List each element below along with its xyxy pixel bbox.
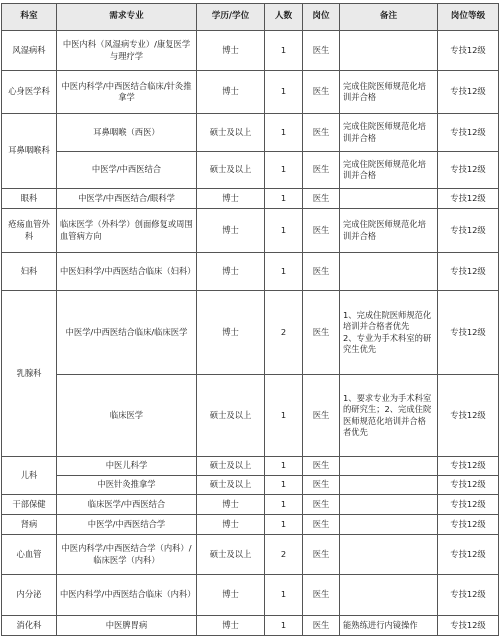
cell-note: 完成住院医师规范化培训并合格 [340,114,438,152]
table-row [2,209,499,253]
cell-post: 医生 [303,209,340,253]
table-row [2,457,499,476]
cell-major: 中医针灸推拿学 [57,476,197,495]
cell-post: 医生 [303,375,340,457]
cell-dept: 妇科 [2,253,57,291]
cell-count: 1 [265,515,303,535]
cell-note: 完成住院医师规范化培训并合格 [340,209,438,253]
cell-level: 专技12级 [438,31,499,71]
table-row [2,375,499,457]
cell-count: 2 [265,291,303,375]
cell-level: 专技12级 [438,375,499,457]
header-post: 岗位 [303,4,340,31]
cell-edu: 博士 [197,209,265,253]
cell-note [340,189,438,209]
table-row [2,71,499,114]
cell-count: 1 [265,209,303,253]
cell-post: 医生 [303,515,340,535]
cell-count: 1 [265,31,303,71]
cell-count: 1 [265,114,303,152]
cell-level: 专技12级 [438,253,499,291]
cell-count: 1 [265,375,303,457]
header-major: 需求专业 [57,4,197,31]
cell-post: 医生 [303,476,340,495]
cell-post: 医生 [303,535,340,575]
cell-major: 中医学/中西医结合/眼科学 [57,189,197,209]
cell-note: 1、要求专业为手术科室的研究生；2、完成住院医师规范化培训并合格者优先 [340,375,438,457]
cell-edu: 博士 [197,495,265,515]
cell-count: 1 [265,152,303,189]
cell-post: 医生 [303,253,340,291]
cell-dept: 肾病 [2,515,57,535]
table-row [2,114,499,152]
cell-post: 医生 [303,189,340,209]
header-note: 备注 [340,4,438,31]
cell-major: 中医内科学/中西医结合临床/针灸推拿学 [57,71,197,114]
cell-major: 耳鼻咽喉（西医） [57,114,197,152]
cell-dept: 乳腺科 [2,291,57,457]
cell-edu: 硕士及以上 [197,476,265,495]
cell-level: 专技12级 [438,457,499,476]
cell-dept: 内分泌 [2,575,57,616]
cell-level: 专技12级 [438,189,499,209]
cell-level: 专技12级 [438,71,499,114]
cell-dept: 消化科 [2,616,57,636]
cell-count: 2 [265,535,303,575]
cell-edu: 硕士及以上 [197,375,265,457]
cell-edu: 硕士及以上 [197,114,265,152]
cell-major: 中医学/中西医结合临床/临床医学 [57,291,197,375]
header-edu: 学历/学位 [197,4,265,31]
cell-count: 1 [265,616,303,636]
cell-dept: 心身医学科 [2,71,57,114]
cell-post: 医生 [303,495,340,515]
cell-major: 临床医学 [57,375,197,457]
cell-post: 医生 [303,291,340,375]
cell-major: 中医内科学/中西医结合学（内科）/临床医学（内科） [57,535,197,575]
cell-level: 专技12级 [438,476,499,495]
cell-note [340,457,438,476]
table-row [2,291,499,375]
cell-dept: 儿科 [2,457,57,495]
cell-post: 医生 [303,616,340,636]
recruitment-table [1,3,499,636]
header-level: 岗位等级 [438,4,499,31]
cell-note: 能熟练进行内镜操作 [340,616,438,636]
cell-dept: 干部保健 [2,495,57,515]
cell-major: 中医内科学/中西医结合临床（内科） [57,575,197,616]
cell-dept: 风湿病科 [2,31,57,71]
cell-edu: 硕士及以上 [197,535,265,575]
cell-count: 1 [265,71,303,114]
cell-post: 医生 [303,457,340,476]
cell-post: 医生 [303,152,340,189]
header-dept: 科室 [2,4,57,31]
cell-note: 完成住院医师规范化培训并合格 [340,152,438,189]
table-row [2,616,499,636]
cell-post: 医生 [303,114,340,152]
cell-level: 专技12级 [438,291,499,375]
cell-count: 1 [265,575,303,616]
cell-count: 1 [265,189,303,209]
table-row [2,515,499,535]
cell-post: 医生 [303,575,340,616]
cell-level: 专技12级 [438,515,499,535]
cell-edu: 博士 [197,253,265,291]
header-count: 人数 [265,4,303,31]
cell-level: 专技12级 [438,152,499,189]
cell-count: 1 [265,457,303,476]
cell-post: 医生 [303,31,340,71]
table-row [2,535,499,575]
cell-post: 医生 [303,71,340,114]
cell-major: 中医脾胃病 [57,616,197,636]
cell-note [340,476,438,495]
table-row [2,31,499,71]
cell-dept: 疮疡血管外科 [2,209,57,253]
cell-note: 完成住院医师规范化培训并合格 [340,71,438,114]
cell-edu: 博士 [197,515,265,535]
cell-major: 临床医学/中西医结合 [57,495,197,515]
cell-count: 1 [265,253,303,291]
cell-level: 专技12级 [438,495,499,515]
cell-major: 中医内科（风湿病专业）/康复医学与理疗学 [57,31,197,71]
cell-edu: 博士 [197,575,265,616]
table-row [2,575,499,616]
cell-note [340,253,438,291]
cell-major: 中医儿科学 [57,457,197,476]
table-row [2,495,499,515]
cell-note [340,535,438,575]
cell-major: 中医学/中西医结合学 [57,515,197,535]
cell-note [340,515,438,535]
cell-count: 1 [265,476,303,495]
table-row [2,152,499,189]
cell-count: 1 [265,495,303,515]
cell-level: 专技12级 [438,616,499,636]
cell-note: 1、完成住院医师规范化培训并合格者优先 2、专业为手术科室的研究生优先 [340,291,438,375]
header-row [2,4,499,31]
cell-major: 中医妇科学/中西医结合临床（妇科） [57,253,197,291]
cell-major: 中医学/中西医结合 [57,152,197,189]
cell-major: 临床医学（外科学）创面修复或周围血管病方向 [57,209,197,253]
cell-edu: 博士 [197,31,265,71]
cell-level: 专技12级 [438,535,499,575]
cell-note [340,495,438,515]
cell-dept: 心血管 [2,535,57,575]
cell-dept: 眼科 [2,189,57,209]
cell-edu: 博士 [197,291,265,375]
table-row [2,476,499,495]
cell-level: 专技12级 [438,209,499,253]
cell-edu: 博士 [197,189,265,209]
table-row [2,189,499,209]
cell-level: 专技12级 [438,575,499,616]
cell-level: 专技12级 [438,114,499,152]
table-row [2,253,499,291]
cell-note [340,31,438,71]
cell-edu: 博士 [197,71,265,114]
cell-dept: 耳鼻咽喉科 [2,114,57,189]
cell-edu: 硕士及以上 [197,457,265,476]
cell-note [340,575,438,616]
cell-edu: 博士 [197,616,265,636]
cell-edu: 硕士及以上 [197,152,265,189]
